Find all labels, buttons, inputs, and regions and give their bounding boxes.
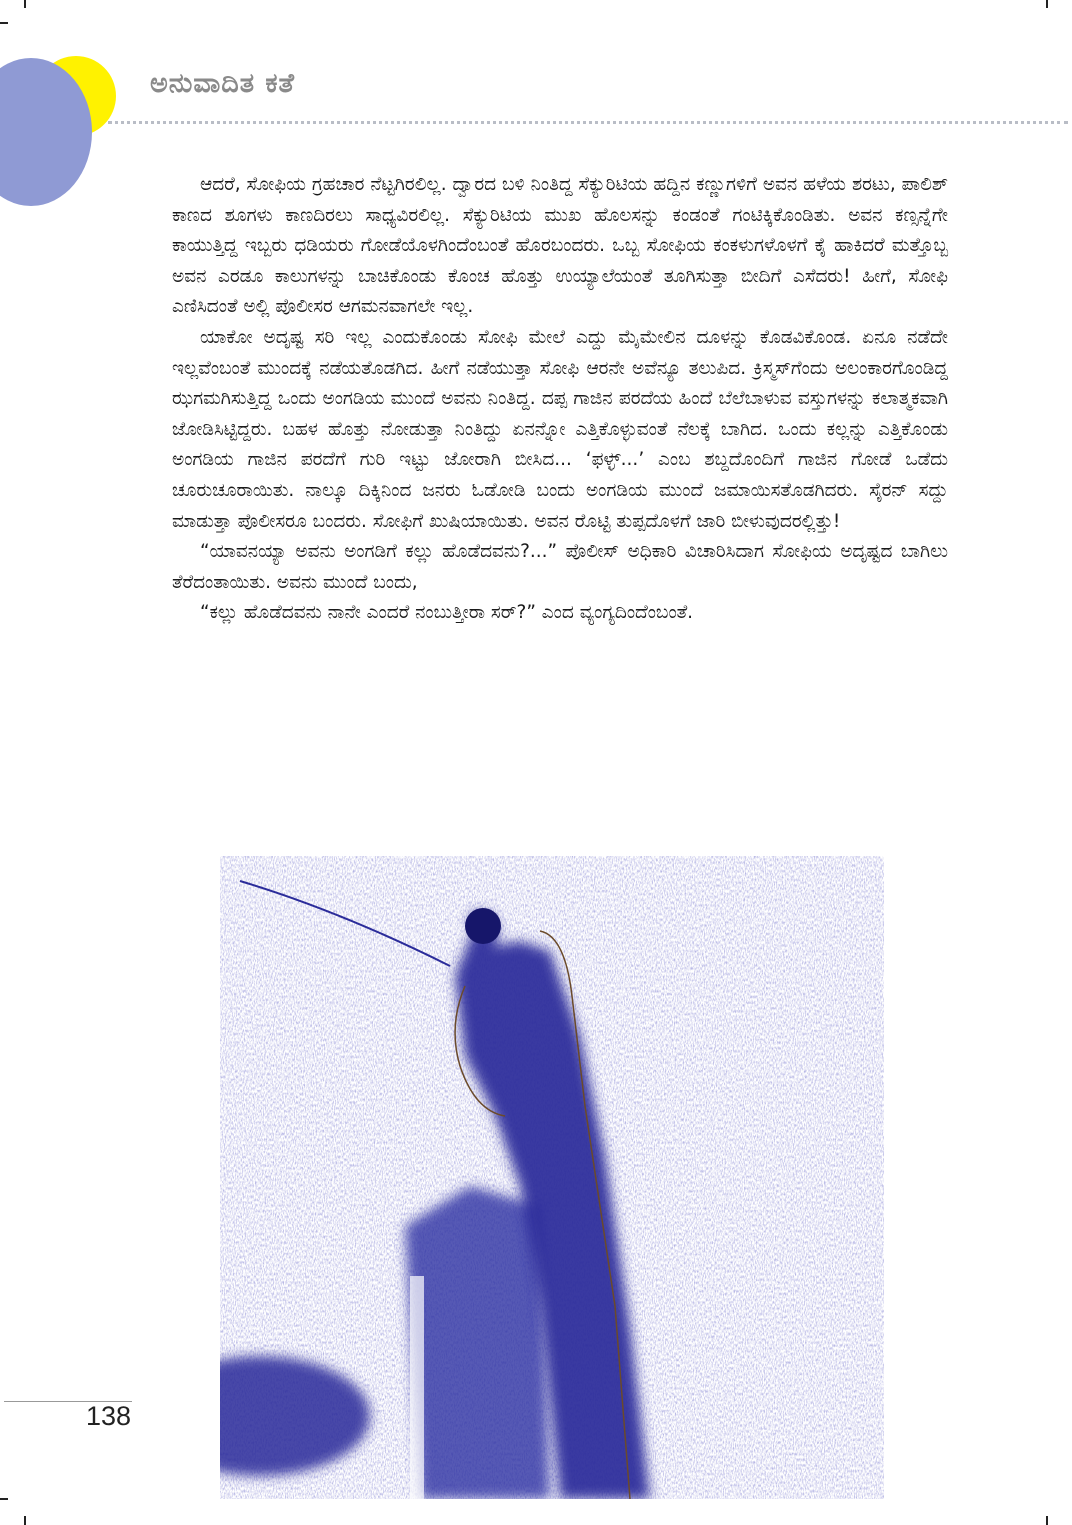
header-dotted-rule xyxy=(108,121,1068,124)
section-title: ಅನುವಾದಿತ ಕತೆ xyxy=(150,68,295,99)
story-text xyxy=(172,170,948,629)
crop-mark xyxy=(0,1498,8,1500)
crop-mark xyxy=(0,22,8,24)
crop-mark xyxy=(24,0,26,8)
crop-mark xyxy=(24,1516,26,1525)
paragraph: “ಯಾವನಯ್ಯಾ ಅವನು ಅಂಗಡಿಗೆ ಕಲ್ಲು ಹೊಡೆದವನು?...” ಪೊಲೀಸ್ ಅಧಿಕಾರಿ ವಿಚಾರಿಸಿದಾಗ ಸೋಫಿಯ ಅದೃಷ್ಟದ ಬಾಗಿಲು ತೆರೆದಂತಾಯಿತು. ಅವನು ಮುಂದೆ ಬಂದು, xyxy=(172,541,948,593)
crop-mark xyxy=(1046,1516,1048,1525)
illustration-drawing xyxy=(220,856,884,1499)
page-number: 138 xyxy=(86,1401,132,1431)
paragraph: ಯಾಕೋ ಅದೃಷ್ಟ ಸರಿ ಇಲ್ಲ ಎಂದುಕೊಂಡು ಸೋಫಿ ಮೇಲೆ ಎದ್ದು ಮೈಮೇಲಿನ ದೂಳನ್ನು ಕೊಡವಿಕೊಂಡ. ಏನೂ ನಡೆದೇ ಇಲ್ಲವೆಂಬಂತೆ ಮುಂದಕ್ಕೆ ನಡೆಯತೊಡಗಿದ. ಹೀಗೆ ನಡೆಯುತ್ತಾ ಸೋಫಿ ಆರನೇ ಅವೆನ್ಯೂ ತಲುಪಿದ. ಕ್ರಿಸ್ಮಸ್‌ಗೆಂದು ಅಲಂಕಾರಗೊಂಡಿದ್ದ ಝಗಮಗಿಸುತ್ತಿದ್ದ ಒಂದು ಅಂಗಡಿಯ ಮುಂದೆ ಅವನು ನಿಂತಿದ್ದ. ದಪ್ಪ ಗಾಜಿನ ಪರದೆಯ ಹಿಂದೆ ಬೆಲೆಬಾಳುವ ವಸ್ತುಗಳನ್ನು ಕಲಾತ್ಮಕವಾಗಿ ಜೋಡಿಸಿಟ್ಟಿದ್ದರು. ಬಹಳ ಹೊತ್ತು ನೋಡುತ್ತಾ ನಿಂತಿದ್ದು ಏನನ್ನೋ ಎತ್ತಿಕೊಳ್ಳುವಂತೆ ನೆಲಕ್ಕೆ ಬಾಗಿದ. ಒಂದು ಕಲ್ಲನ್ನು ಎತ್ತಿಕೊಂಡು ಅಂಗಡಿಯ ಗಾಜಿನ ಪರದೆಗೆ ಗುರಿ ಇಟ್ಟು ಜೋರಾಗಿ ಬೀಸಿದ... ‘ಫಳ್ಳ್...’ ಎಂಬ ಶಬ್ದದೊಂದಿಗೆ ಗಾಜಿನ ಗೋಡೆ ಒಡೆದು ಚೂರುಚೂರಾಯಿತು. ನಾಲ್ಕೂ ದಿಕ್ಕಿನಿಂದ ಜನರು ಓಡೋಡಿ ಬಂದು ಅಂಗಡಿಯ ಮುಂದೆ ಜಮಾಯಿಸತೊಡಗಿದರು. ಸೈರನ್ ಸದ್ದು ಮಾಡುತ್ತಾ ಪೊಲೀಸರೂ ಬಂದರು. ಸೋಫಿಗೆ ಖುಷಿಯಾಯಿತು. ಅವನ ರೊಟ್ಟಿ ತುಪ್ಪದೊಳಗೆ ಜಾರಿ ಬೀಳುವುದರಲ್ಲಿತ್ತು! xyxy=(172,326,948,532)
story-illustration xyxy=(220,856,884,1499)
crop-mark xyxy=(1046,0,1048,8)
paragraph: “ಕಲ್ಲು ಹೊಡೆದವನು ನಾನೇ ಎಂದರೆ ನಂಬುತ್ತೀರಾ ಸರ್?” ಎಂದ ವ್ಯಂಗ್ಯದಿಂದೆಂಬಂತೆ. xyxy=(200,602,694,624)
paragraph: ಆದರೆ, ಸೋಫಿಯ ಗ್ರಹಚಾರ ನೆಟ್ಟಗಿರಲಿಲ್ಲ. ದ್ವಾರದ ಬಳಿ ನಿಂತಿದ್ದ ಸೆಕ್ಯುರಿಟಿಯ ಹದ್ದಿನ ಕಣ್ಣುಗಳಿಗೆ ಅವನ ಹಳೆಯ ಶರಟು, ಪಾಲಿಶ್ ಕಾಣದ ಶೂಗಳು ಕಾಣದಿರಲು ಸಾಧ್ಯವಿರಲಿಲ್ಲ. ಸೆಕ್ಯುರಿಟಿಯ ಮುಖ ಹೊಲಸನ್ನು ಕಂಡಂತೆ ಗಂಟಿಕ್ಕಿಕೊಂಡಿತು. ಅವನ ಕಣ್ಸನ್ನೆಗೇ ಕಾಯುತ್ತಿದ್ದ ಇಬ್ಬರು ಧಡಿಯರು ಗೋಡೆಯೊಳಗಿಂದೆಂಬಂತೆ ಹೊರಬಂದರು. ಒಬ್ಬ ಸೋಫಿಯ ಕಂಕಳುಗಳೊಳಗೆ ಕೈ ಹಾಕಿದರೆ ಮತ್ತೊಬ್ಬ ಅವನ ಎರಡೂ ಕಾಲುಗಳನ್ನು ಬಾಚಿಕೊಂಡು ಕೊಂಚ ಹೊತ್ತು ಉಯ್ಯಾಲೆಯಂತೆ ತೂಗಿಸುತ್ತಾ ಬೀದಿಗೆ ಎಸೆದರು! ಹೀಗೆ, ಸೋಫಿ ಎಣಿಸಿದಂತೆ ಅಲ್ಲಿ ಪೊಲೀಸರ ಆಗಮನವಾಗಲೇ ಇಲ್ಲ. xyxy=(172,174,948,318)
